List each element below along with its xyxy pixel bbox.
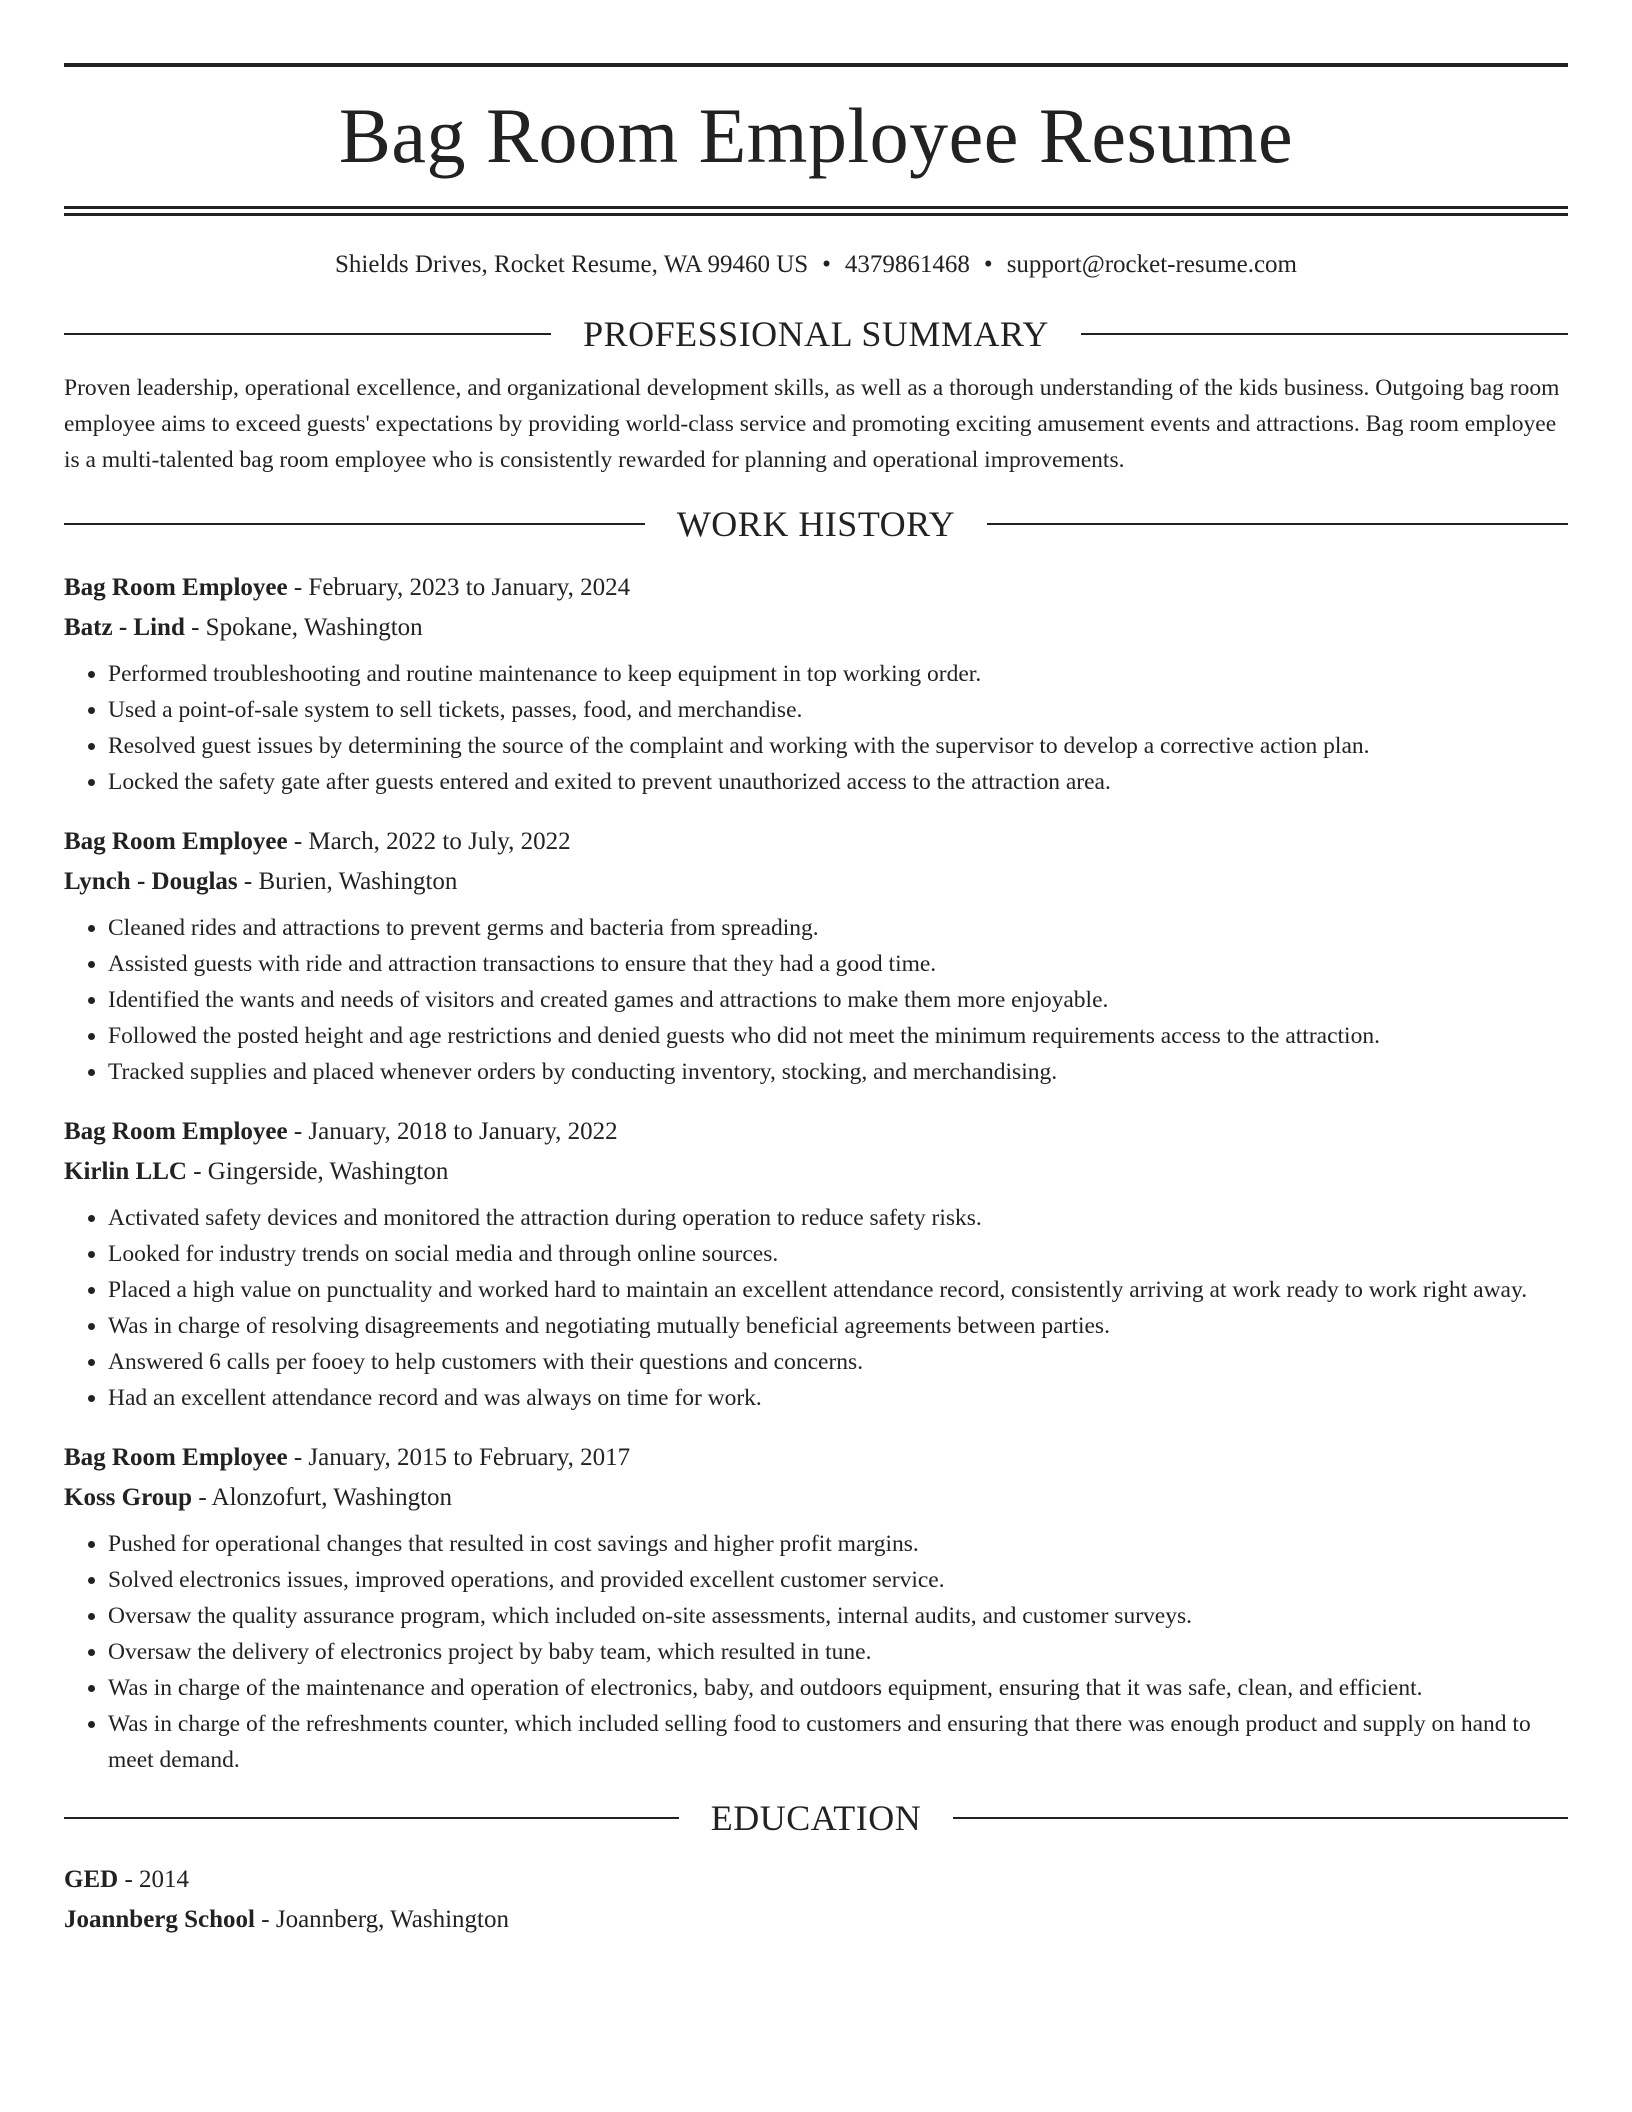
job-title-line (64, 822, 1568, 862)
list-item: • Locked the safety gate after guests entered and exited to prevent unauthorized access to the attraction area. (108, 764, 1568, 800)
job-title: Bag Room Employee (64, 1118, 288, 1145)
job-bullets (64, 910, 1568, 1090)
job-company: Lynch - Douglas (64, 868, 238, 895)
list-item: • Had an excellent attendance record and was always on time for work. (108, 1380, 1568, 1416)
education-entry (64, 1860, 1568, 1940)
heading-rule-left (64, 1817, 679, 1819)
list-item: • Tracked supplies and placed whenever orders by conducting inventory, stocking, and merchandising. (108, 1054, 1568, 1090)
section-heading-summary (64, 314, 1568, 354)
job-title-line (64, 1112, 1568, 1152)
job-location: - Gingerside, Washington (186, 1158, 449, 1185)
resume-page (64, 0, 1568, 1940)
section-title: PROFESSIONAL SUMMARY (583, 314, 1049, 354)
job-company: Batz - Lind (64, 614, 185, 641)
list-item: • Was in charge of resolving disagreements and negotiating mutually beneficial agreements between parties. (108, 1308, 1568, 1344)
list-item: • Used a point-of-sale system to sell tickets, passes, food, and merchandise. (108, 692, 1568, 728)
heading-rule-left (64, 333, 551, 335)
contact-email: support@rocket-resume.com (1006, 251, 1297, 278)
job-location: - Spokane, Washington (184, 614, 423, 641)
contact-address: Shields Drives, Rocket Resume, WA 99460 US (335, 251, 809, 278)
job-dates: - February, 2023 to January, 2024 (287, 574, 631, 601)
section-heading-work (64, 504, 1568, 544)
job-entry (64, 1438, 1568, 1778)
job-company: Koss Group (64, 1484, 193, 1511)
job-company-line (64, 862, 1568, 902)
heading-rule-right (987, 523, 1568, 525)
list-item: • Followed the posted height and age restrictions and denied guests who did not meet the minimum requirements access to the attraction. (108, 1018, 1568, 1054)
list-item: • Activated safety devices and monitored the attraction during operation to reduce safety risks. (108, 1200, 1568, 1236)
work-history-list (64, 568, 1568, 1778)
job-location: - Burien, Washington (237, 868, 458, 895)
job-bullets (64, 1526, 1568, 1778)
education-year: - 2014 (118, 1866, 190, 1893)
education-school: Joannberg School (64, 1906, 256, 1933)
list-item: • Resolved guest issues by determining the source of the complaint and working with the supervisor to develop a corrective action plan. (108, 728, 1568, 764)
job-company-line (64, 1478, 1568, 1518)
job-dates: - January, 2015 to February, 2017 (287, 1444, 631, 1471)
list-item: • Cleaned rides and attractions to prevent germs and bacteria from spreading. (108, 910, 1568, 946)
contact-phone: 4379861468 (844, 251, 970, 278)
job-title: Bag Room Employee (64, 574, 288, 601)
summary-text: Proven leadership, operational excellence, and organizational development skills, as well as a thorough understanding of the kids business. Outgoing bag room employee aims to exceed guests' expectations by providing world-class service and promoting exciting amusement events and attractions. Bag room employee is a multi-talented bag room employee who is consistently rewarded for planning and operational improvements. (64, 375, 1560, 473)
list-item: • Assisted guests with ride and attraction transactions to ensure that they had a good time. (108, 946, 1568, 982)
section-heading-education (64, 1798, 1568, 1838)
top-rule (64, 63, 1568, 67)
list-item: • Looked for industry trends on social media and through online sources. (108, 1236, 1568, 1272)
job-title: Bag Room Employee (64, 828, 288, 855)
job-bullets (64, 1200, 1568, 1416)
job-company-line (64, 1152, 1568, 1192)
list-item: • Was in charge of the refreshments counter, which included selling food to customers and ensuring that there was enough product and supply on hand to meet demand. (108, 1706, 1568, 1778)
education-school-line (64, 1900, 1568, 1940)
list-item: • Pushed for operational changes that resulted in cost savings and higher profit margins. (108, 1526, 1568, 1562)
list-item: • Identified the wants and needs of visitors and created games and attractions to make them more enjoyable. (108, 982, 1568, 1018)
job-entry (64, 568, 1568, 800)
resume-title: Bag Room Employee Resume (338, 92, 1294, 179)
education-degree: GED (64, 1866, 119, 1893)
section-title: EDUCATION (710, 1798, 922, 1838)
heading-rule-left (64, 523, 645, 525)
job-entry (64, 822, 1568, 1090)
job-bullets (64, 656, 1568, 800)
job-title-line (64, 568, 1568, 608)
contact-separator: • (822, 251, 831, 278)
job-location: - Alonzofurt, Washington (192, 1484, 453, 1511)
list-item: • Answered 6 calls per fooey to help customers with their questions and concerns. (108, 1344, 1568, 1380)
job-dates: - March, 2022 to July, 2022 (287, 828, 571, 855)
job-company: Kirlin LLC (64, 1158, 187, 1185)
list-item: • Solved electronics issues, improved operations, and provided excellent customer service. (108, 1562, 1568, 1598)
section-title: WORK HISTORY (676, 504, 956, 544)
title-double-rule (64, 206, 1568, 216)
list-item: • Oversaw the quality assurance program, which included on-site assessments, internal audits, and customer surveys. (108, 1598, 1568, 1634)
heading-rule-right (953, 1817, 1568, 1819)
contact-line (64, 250, 1568, 280)
job-title: Bag Room Employee (64, 1444, 288, 1471)
education-degree-line (64, 1860, 1568, 1900)
job-entry (64, 1112, 1568, 1416)
job-title-line (64, 1438, 1568, 1478)
job-company-line (64, 608, 1568, 648)
list-item: • Placed a high value on punctuality and worked hard to maintain an excellent attendance record, consistently arriving at work ready to work right away. (108, 1272, 1568, 1308)
job-dates: - January, 2018 to January, 2022 (287, 1118, 618, 1145)
list-item: • Performed troubleshooting and routine maintenance to keep equipment in top working order. (108, 656, 1568, 692)
contact-separator: • (983, 251, 993, 278)
education-location: - Joannberg, Washington (255, 1906, 509, 1933)
heading-rule-right (1081, 333, 1568, 335)
list-item: • Oversaw the delivery of electronics project by baby team, which resulted in tune. (108, 1634, 1568, 1670)
list-item: • Was in charge of the maintenance and operation of electronics, baby, and outdoors equipment, ensuring that it was safe, clean, and efficient. (108, 1670, 1568, 1706)
